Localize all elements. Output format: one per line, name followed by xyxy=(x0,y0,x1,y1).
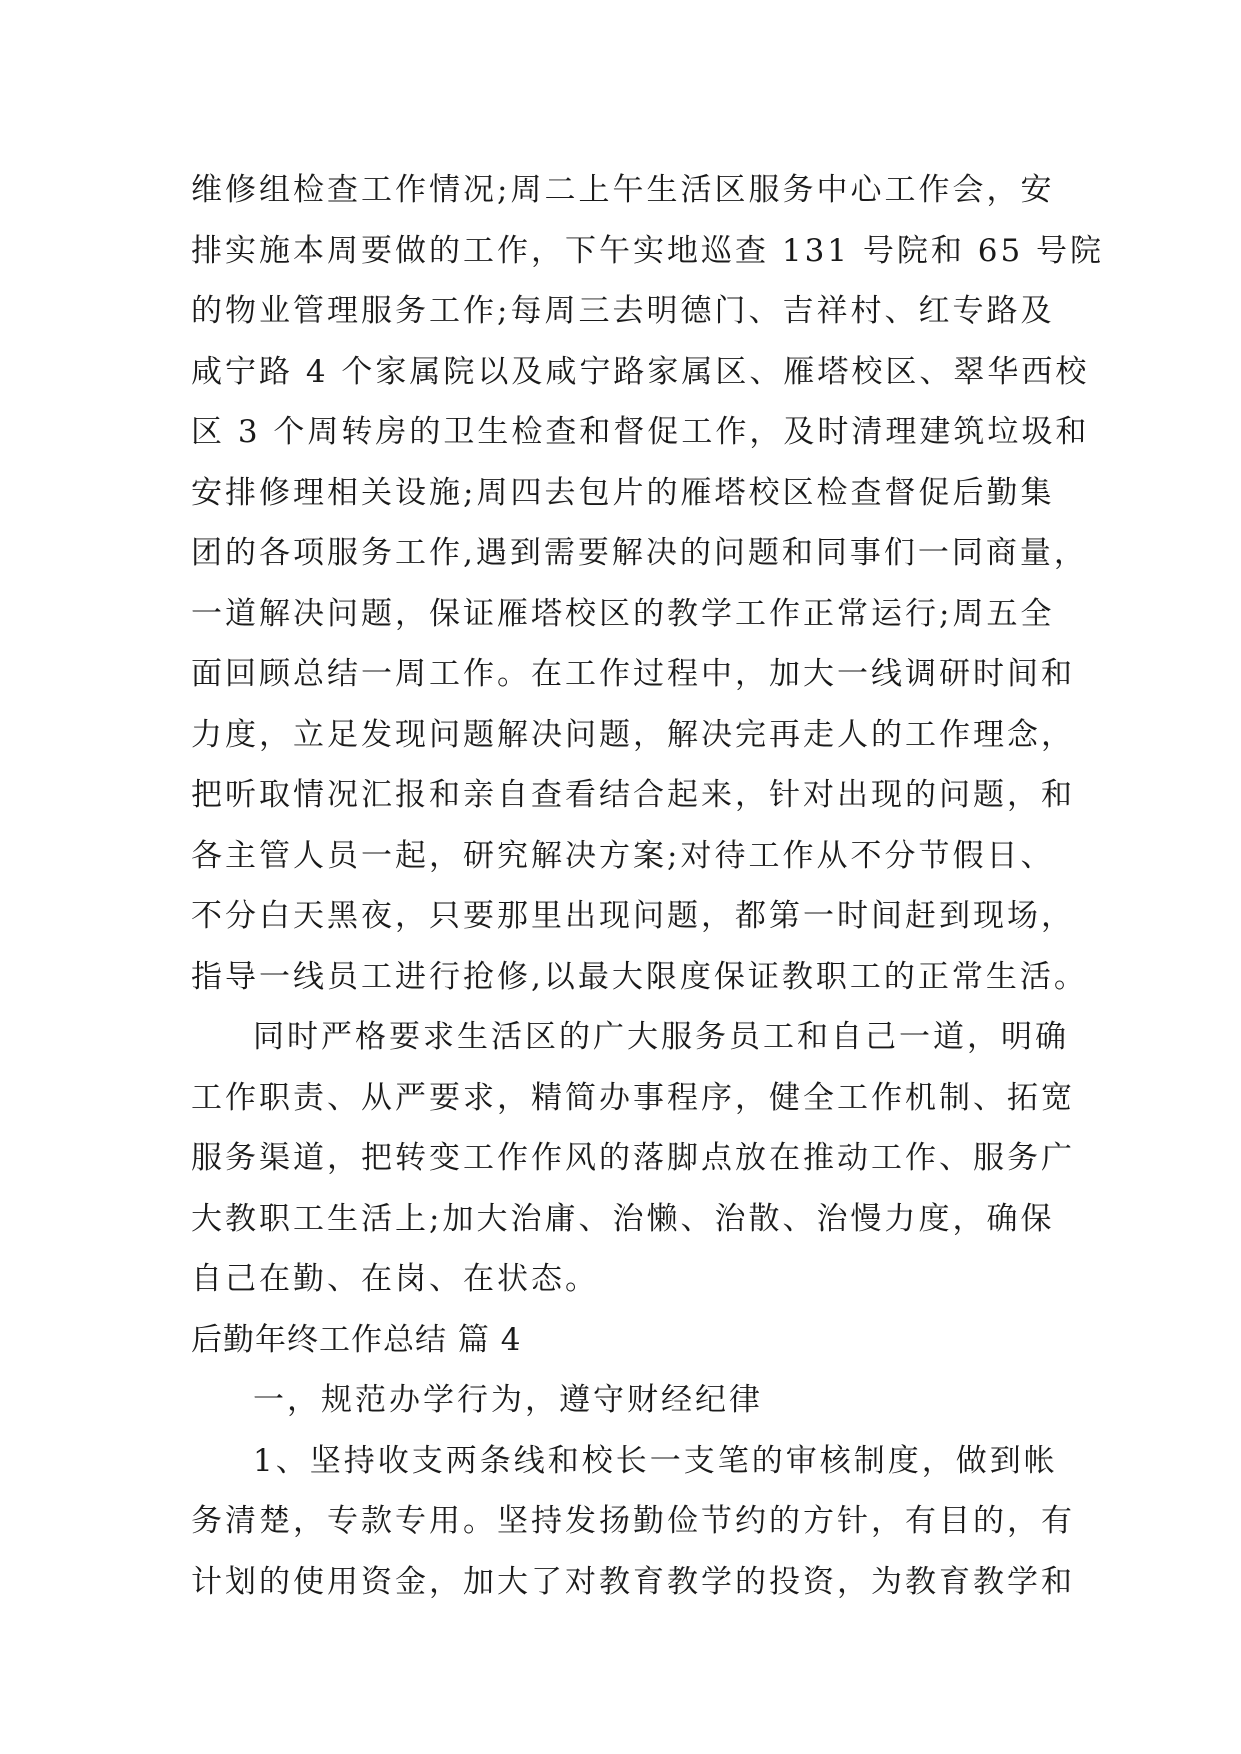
text-line: 维修组检查工作情况;周二上午生活区服务中心工作会，安 xyxy=(191,172,1055,208)
text-line: 团的各项服务工作,遇到需要解决的问题和同事们一同商量， xyxy=(191,535,1088,571)
text-line: 一道解决问题，保证雁塔校区的教学工作正常运行;周五全 xyxy=(191,595,1055,632)
text-line: 排实施本周要做的工作，下午实地巡查 131 号院和 65 号院 xyxy=(191,232,1105,269)
text-line: 把听取情况汇报和亲自查看结合起来，针对出现的问题，和 xyxy=(191,777,1075,813)
text-line: 力度，立足发现问题解决问题，解决完再走人的工作理念， xyxy=(191,716,1075,753)
text-line: 计划的使用资金，加大了对教育教学的投资，为教育教学和 xyxy=(191,1563,1075,1600)
text-line: 不分白天黑夜，只要那里出现问题，都第一时间赶到现场， xyxy=(191,898,1075,934)
text-line: 面回顾总结一周工作。在工作过程中，加大一线调研时间和 xyxy=(191,656,1075,692)
text-line: 自己在勤、在岗、在状态。 xyxy=(191,1261,599,1297)
text-line: 各主管人员一起，研究解决方案;对待工作从不分节假日、 xyxy=(191,837,1055,874)
text-line: 安排修理相关设施;周四去包片的雁塔校区检查督促后勤集 xyxy=(191,474,1055,511)
paragraph-start-line: 同时严格要求生活区的广大服务员工和自己一道，明确 xyxy=(253,1019,1069,1055)
text-line: 的物业管理服务工作;每周三去明德门、吉祥村、红专路及 xyxy=(191,293,1055,329)
text-line: 务清楚，专款专用。坚持发扬勤俭节约的方针，有目的，有 xyxy=(191,1503,1075,1539)
text-line: 区 3 个周转房的卫生检查和督促工作，及时清理建筑垃圾和 xyxy=(191,414,1090,450)
text-line: 咸宁路 4 个家属院以及咸宁路家属区、雁塔校区、翠华西校 xyxy=(191,353,1090,390)
section-heading: 后勤年终工作总结 篇 4 xyxy=(191,1321,522,1358)
text-line: 工作职责、从严要求，精简办事程序，健全工作机制、拓宽 xyxy=(191,1079,1075,1116)
document-body xyxy=(191,160,1105,1612)
subheading-line: 一，规范办学行为，遵守财经纪律 xyxy=(253,1382,763,1418)
paragraph-start-line: 1、坚持收支两条线和校长一支笔的审核制度，做到帐 xyxy=(253,1442,1058,1479)
text-line: 指导一线员工进行抢修,以最大限度保证教职工的正常生活。 xyxy=(191,958,1088,995)
text-line: 服务渠道，把转变工作作风的落脚点放在推动工作、服务广 xyxy=(191,1140,1075,1176)
text-line: 大教职工生活上;加大治庸、治懒、治散、治慢力度，确保 xyxy=(191,1200,1055,1237)
